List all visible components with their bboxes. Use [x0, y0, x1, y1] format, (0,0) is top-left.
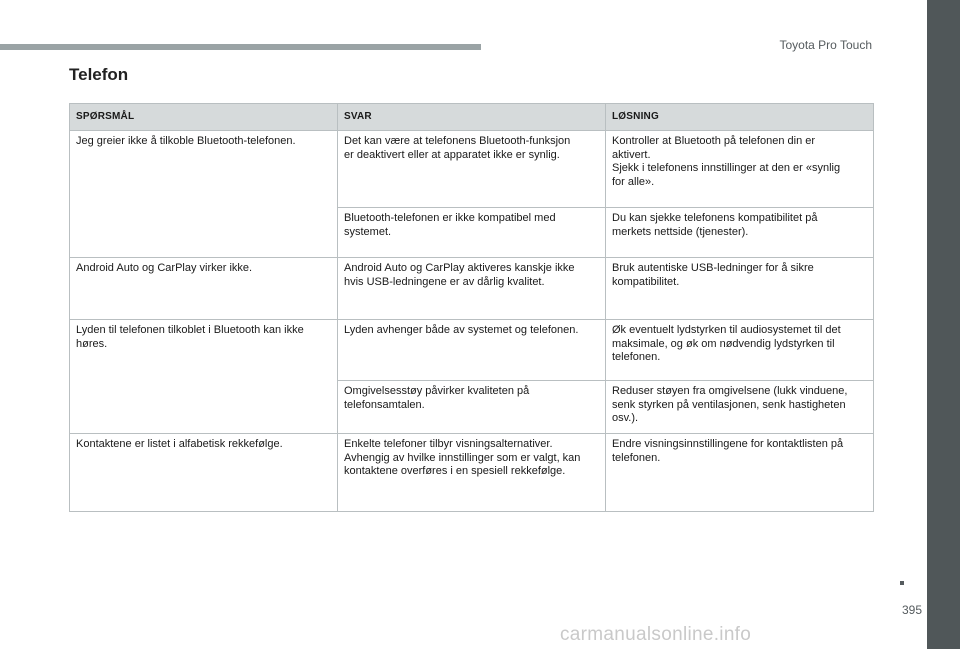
- column-header-question: SPØRSMÅL: [70, 104, 338, 131]
- cell-line: merkets nettside (tjenester).: [612, 225, 749, 238]
- cell-line: Avhengig av hvilke innstillinger som er valgt, kan: [344, 451, 581, 464]
- cell-line: er deaktivert eller at apparatet ikke er synlig.: [344, 148, 560, 161]
- answer-cell: [338, 258, 606, 320]
- cell-line: Det kan være at telefonens Bluetooth-funksjon: [344, 135, 571, 147]
- cell-line: kompatibilitet.: [612, 275, 680, 288]
- cell-line: Omgivelsesstøy påvirker kvaliteten på: [344, 385, 530, 397]
- cell-line: telefonen.: [612, 451, 661, 464]
- table-row: [70, 320, 874, 381]
- question-cell: [70, 434, 338, 512]
- header-rule: [0, 44, 481, 50]
- solution-cell: [606, 434, 874, 512]
- question-cell: [70, 258, 338, 320]
- cell-line: Du kan sjekke telefonens kompatibilitet på: [612, 212, 818, 224]
- cell-line: Android Auto og CarPlay aktiveres kanskje ikke: [344, 262, 575, 274]
- header-brand: Toyota Pro Touch: [779, 38, 872, 52]
- cell-line: Bluetooth-telefonen er ikke kompatibel med: [344, 212, 556, 224]
- cell-line: kontaktene overføres i en spesiell rekkefølge.: [344, 465, 566, 477]
- cell-line: Reduser støyen fra omgivelsene (lukk vinduene,: [612, 385, 848, 397]
- question-cell: [70, 320, 338, 434]
- cell-line: Android Auto og CarPlay virker ikke.: [76, 262, 253, 274]
- cell-line: Øk eventuelt lydstyrken til audiosystemet til det: [612, 324, 841, 336]
- page-number: 395: [902, 603, 923, 617]
- cell-line: Enkelte telefoner tilbyr visningsalternativer.: [344, 438, 553, 450]
- solution-cell: [606, 131, 874, 208]
- answer-cell: [338, 320, 606, 381]
- answer-cell: [338, 434, 606, 512]
- continuation-dot: [900, 581, 904, 585]
- cell-line: Sjekk i telefonens innstillinger at den er «synlig: [612, 162, 841, 174]
- table-row: [70, 434, 874, 512]
- side-bar: [927, 0, 960, 649]
- page-title: Telefon: [69, 65, 129, 84]
- cell-line: høres.: [76, 337, 108, 350]
- answer-cell: [338, 208, 606, 258]
- cell-line: osv.).: [612, 412, 639, 424]
- watermark: carmanualsonline.info: [560, 624, 752, 645]
- solution-cell: [606, 258, 874, 320]
- solution-cell: [606, 381, 874, 434]
- cell-line: aktivert.: [612, 148, 651, 161]
- answer-cell: [338, 381, 606, 434]
- solution-cell: [606, 208, 874, 258]
- table-row: [70, 258, 874, 320]
- cell-line: Kontaktene er listet i alfabetisk rekkefølge.: [76, 438, 283, 450]
- question-cell: [70, 131, 338, 258]
- cell-line: Lyden til telefonen tilkoblet i Bluetooth kan ikke: [76, 324, 304, 336]
- cell-line: Kontroller at Bluetooth på telefonen din er: [612, 135, 816, 147]
- cell-line: Endre visningsinnstillingene for kontaktlisten på: [612, 438, 844, 450]
- cell-line: systemet.: [344, 225, 392, 238]
- table-header-row: [70, 104, 874, 131]
- column-header-solution: LØSNING: [606, 104, 874, 131]
- cell-line: telefonsamtalen.: [344, 398, 425, 411]
- cell-line: hvis USB-ledningene er av dårlig kvalitet.: [344, 275, 545, 288]
- cell-line: senk styrken på ventilasjonen, senk hastigheten: [612, 398, 846, 411]
- cell-line: Lyden avhenger både av systemet og telefonen.: [344, 324, 579, 336]
- cell-line: for alle».: [612, 175, 655, 188]
- answer-cell: [338, 131, 606, 208]
- column-header-answer: SVAR: [338, 104, 606, 131]
- cell-line: Jeg greier ikke å tilkoble Bluetooth-telefonen.: [76, 135, 296, 147]
- cell-line: telefonen.: [612, 351, 661, 363]
- table-row: [70, 131, 874, 208]
- cell-line: maksimale, og øk om nødvendig lydstyrken til: [612, 337, 835, 350]
- faq-table: [69, 103, 874, 512]
- solution-cell: [606, 320, 874, 381]
- cell-line: Bruk autentiske USB-ledninger for å sikre: [612, 262, 814, 274]
